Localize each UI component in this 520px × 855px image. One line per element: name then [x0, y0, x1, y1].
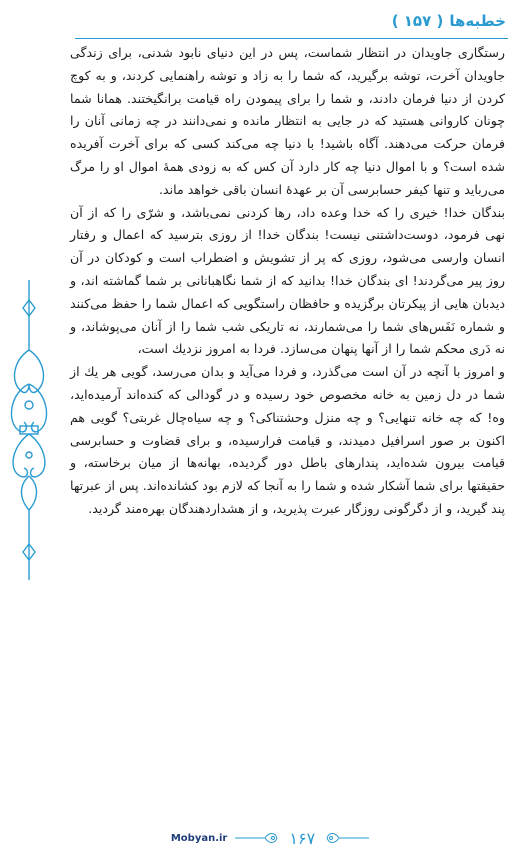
header-rule	[75, 38, 508, 39]
arabesque-ornament-icon	[6, 280, 52, 580]
footer-scroll-ornament-icon	[235, 831, 281, 845]
page-footer	[170, 827, 370, 849]
body-text	[70, 42, 505, 521]
section-number: ( ۱۵۷ )	[391, 12, 444, 30]
page-number: ۱۶۷	[289, 828, 316, 848]
site-label: Mobyan.ir	[170, 832, 228, 844]
section-title: خطبه‌ها	[449, 12, 506, 30]
paragraph: و امروز با آنچه در آن است می‌گذرد، و فردا می‌آید و بدان می‌رسد، گویی هر یك از شما در دل زمین به خانه مخصوص خود رسیده و در گودالی که کنده‌اند آرمیده‌اید، وه! که چه خانه تنهایی؟ و چه منزل وحشتناکی؟ و چه سیاه‌چال غربتی؟ گویی هم اکنون بر صور اسرافیل دمیدند، و قیامت فرارسیده، و برای قضاوت و حسابرسی قیامت بیرون شده‌اید، پندارهای باطل دور گردیده، بهانه‌ها از میان برخاسته، و حقیقتها برای شما آشکار شده و شما را به آنجا که لازم بود کشانده‌اند. پس از عبرتها پند گیرید، و از دگرگونی روزگار عبرت پذیرید، و از هشداردهندگان بهره‌مند گردید.	[70, 364, 505, 516]
page-header	[392, 8, 506, 34]
paragraph: بندگان خدا! خیری را که خدا وعده داد، رها کردنی نمی‌باشد، و شرّی را که از آن نهی فرمود، دوست‌داشتنی نیست! بندگان خدا! از روزی بترسید که اعمال و رفتار انسان وارسی می‌شود، روزی که پر از تشویش و اضطراب است و کودکان در آن روز پیر می‌گردند! ای بندگان خدا! بدانید که از شما نگاهبانانی بر شما گماشته اند، و دیدبان هایی از پیکرتان برگزیده و حافظان راستگویی که اعمال شما را حفظ می‌کنند و شماره نَفَس‌های شما را می‌شمارند، نه تاریکی شب شما را از آنان می‌پوشاند، و نه دَری محکم شما را از آنها پنهان می‌سازد. فردا به امروز نزدیك است،	[70, 204, 505, 357]
paragraph: رستگاری جاویدان در انتظار شماست، پس در این دنیای نابود شدنی، برای زندگی جاویدان آخرت، توشه برگیرید، که شما را به زاد و توشه راهنمایی کردند، و به کوچ کردن از دنیا فرمان دادند، و شما را برای پیمودن راه قیامت برانگیختند. همانا شما چونان کاروانی هستید که در جایی به انتظار مانده و نمی‌دانند در چه زمانی آنان را فرمان حرکت می‌دهند. آگاه باشید! با دنیا چه می‌کند کسی که برای آخرت آفریده شده است؟ و با اموال دنیا چه کار دارد آن کس که به زودی همهٔ اموال او را مرگ می‌رباید و تنها کیفر حسابرسی آن بر عهدهٔ انسان باقی خواهد ماند.	[70, 45, 505, 197]
footer-scroll-ornament-icon	[323, 831, 369, 845]
